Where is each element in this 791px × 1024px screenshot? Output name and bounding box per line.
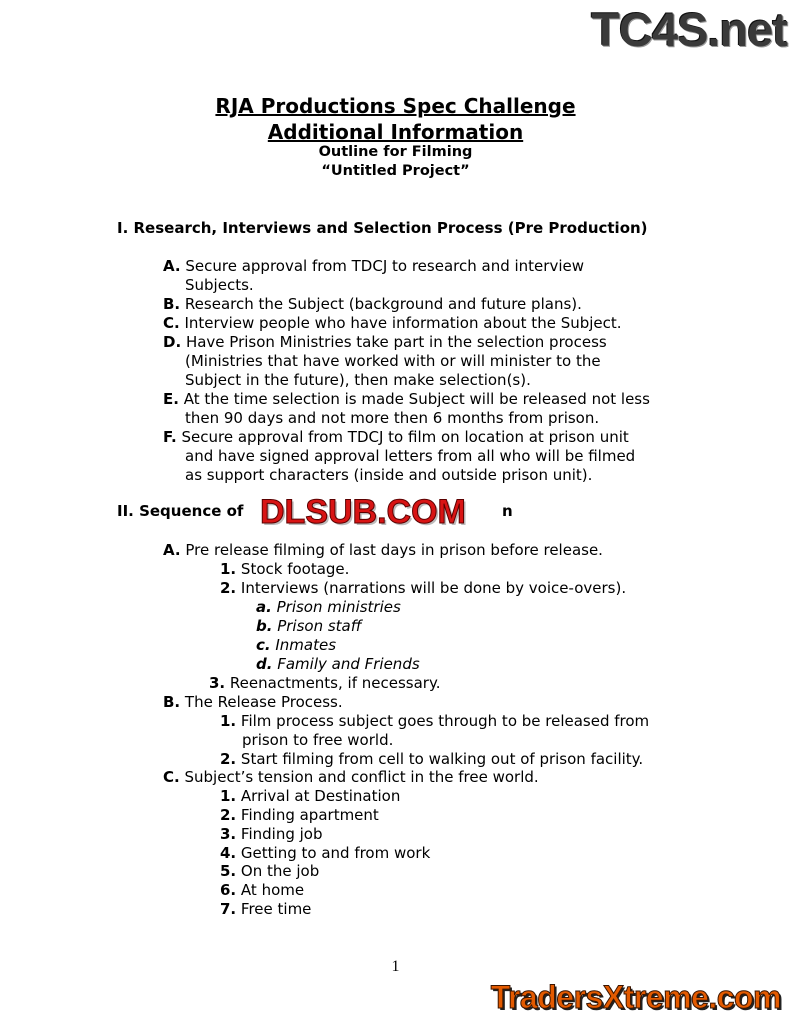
item-text: Secure approval from TDCJ to film on location at prison unit [181,428,629,446]
sub-item-label: 1. [220,787,237,805]
list-item [163,768,539,787]
sub-item [220,560,349,579]
item-text-continued: Subject in the future), then make selection(s). [185,371,531,389]
list-item [163,390,650,409]
sub-sub-item-text: Prison ministries [276,598,401,616]
item-label: F. [163,428,177,446]
sub-sub-item [256,598,401,617]
list-item [163,314,622,333]
sub-item-label: 1. [220,712,237,730]
item-text: Research the Subject (background and future plans). [184,295,582,313]
project-name: “Untitled Project” [321,163,470,179]
section-heading-sequence [117,502,513,520]
sub-sub-item-label: a. [256,598,272,616]
item-text: Secure approval from TDCJ to research and interview [185,257,584,275]
sub-sub-item-label: d. [256,655,273,673]
sub-item [220,825,322,844]
item-label: D. [163,333,182,351]
sub-item-text: Film process subject goes through to be released from [240,712,650,730]
item-label: C. [163,768,180,786]
list-item [163,257,584,276]
sub-item-label: 2. [220,806,237,824]
item-label: B. [163,295,181,313]
sub-item-text: Finding apartment [240,806,379,824]
sub-item [220,862,319,881]
section-heading-research: I. Research, Interviews and Selection Process (Pre Production) [117,219,648,237]
item-text-continued: (Ministries that have worked with or will minister to the [185,352,601,370]
sub-item [220,806,379,825]
item-label: C. [163,314,180,332]
sub-item-label: 2. [220,579,237,597]
sub-item-text: At home [240,881,305,899]
sub-item [220,750,643,769]
sub-item [220,712,649,731]
sub-item-label: 7. [220,900,237,918]
sub-item-text: Interviews (narrations will be done by voice-overs). [240,579,627,597]
sub-item-label: 5. [220,862,237,880]
item-text: Pre release filming of last days in prison before release. [185,541,603,559]
sub-item-label: 6. [220,881,237,899]
document-title-line2: Additional Information [267,120,524,144]
item-label: B. [163,693,181,711]
item-text: The Release Process. [184,693,343,711]
page-number: 1 [391,958,400,975]
sub-item-label: 4. [220,844,237,862]
item-text: Subject’s tension and conflict in the free world. [184,768,539,786]
sub-sub-item [256,636,336,655]
item-label: E. [163,390,179,408]
sub-item-text: Start filming from cell to walking out of prison facility. [240,750,644,768]
list-item [163,333,607,352]
sub-item [220,787,400,806]
sub-item-text-continued: prison to free world. [242,731,394,749]
sub-item-text: Free time [240,900,312,918]
sub-sub-item-label: c. [256,636,271,654]
sub-item-text: Reenactments, if necessary. [229,674,441,692]
sub-item-label: 3. [220,825,237,843]
sub-item-text: Getting to and from work [240,844,431,862]
list-item [163,295,582,314]
sub-sub-item-text: Family and Friends [277,655,420,673]
tc4s-watermark: TC4S.net [591,3,787,56]
sub-item [220,579,626,598]
sub-item [220,844,430,863]
sub-item [220,900,311,919]
sub-item-text: Stock footage. [240,560,350,578]
item-text-continued: then 90 days and not more then 6 months from prison. [185,409,600,427]
sub-item [220,881,304,900]
sub-item [209,674,440,693]
list-item [163,541,603,560]
item-text: At the time selection is made Subject will be released not less [183,390,650,408]
sub-item-label: 1. [220,560,237,578]
item-text-continued: as support characters (inside and outside prison unit). [185,466,593,484]
section-heading-text: II. Sequence of [117,502,244,520]
item-label: A. [163,541,181,559]
item-text-continued: Subjects. [185,276,254,294]
sub-sub-item-label: b. [256,617,273,635]
document-subtitle: Outline for Filming [318,144,473,160]
sub-sub-item-text: Inmates [275,636,337,654]
sub-item-label: 2. [220,750,237,768]
dlsub-watermark: DLSUB.COM [256,494,470,530]
list-item [163,693,343,712]
sub-sub-item [256,617,362,636]
sub-item-text: Arrival at Destination [240,787,401,805]
sub-sub-item [256,655,420,674]
list-item [163,428,629,447]
sub-item-label: 3. [209,674,226,692]
sub-sub-item-text: Prison staff [277,617,362,635]
document-title: RJA Productions Spec Challenge [215,94,576,118]
sub-item-text: Finding job [240,825,323,843]
item-text: Have Prison Ministries take part in the selection process [185,333,607,351]
item-label: A. [163,257,181,275]
item-text-continued: and have signed approval letters from all who will be filmed [185,447,636,465]
item-text: Interview people who have information about the Subject. [184,314,622,332]
section-heading-tail: n [502,502,513,520]
sub-item-text: On the job [240,862,320,880]
tradersxtreme-watermark: TradersXtreme.com [490,979,781,1015]
